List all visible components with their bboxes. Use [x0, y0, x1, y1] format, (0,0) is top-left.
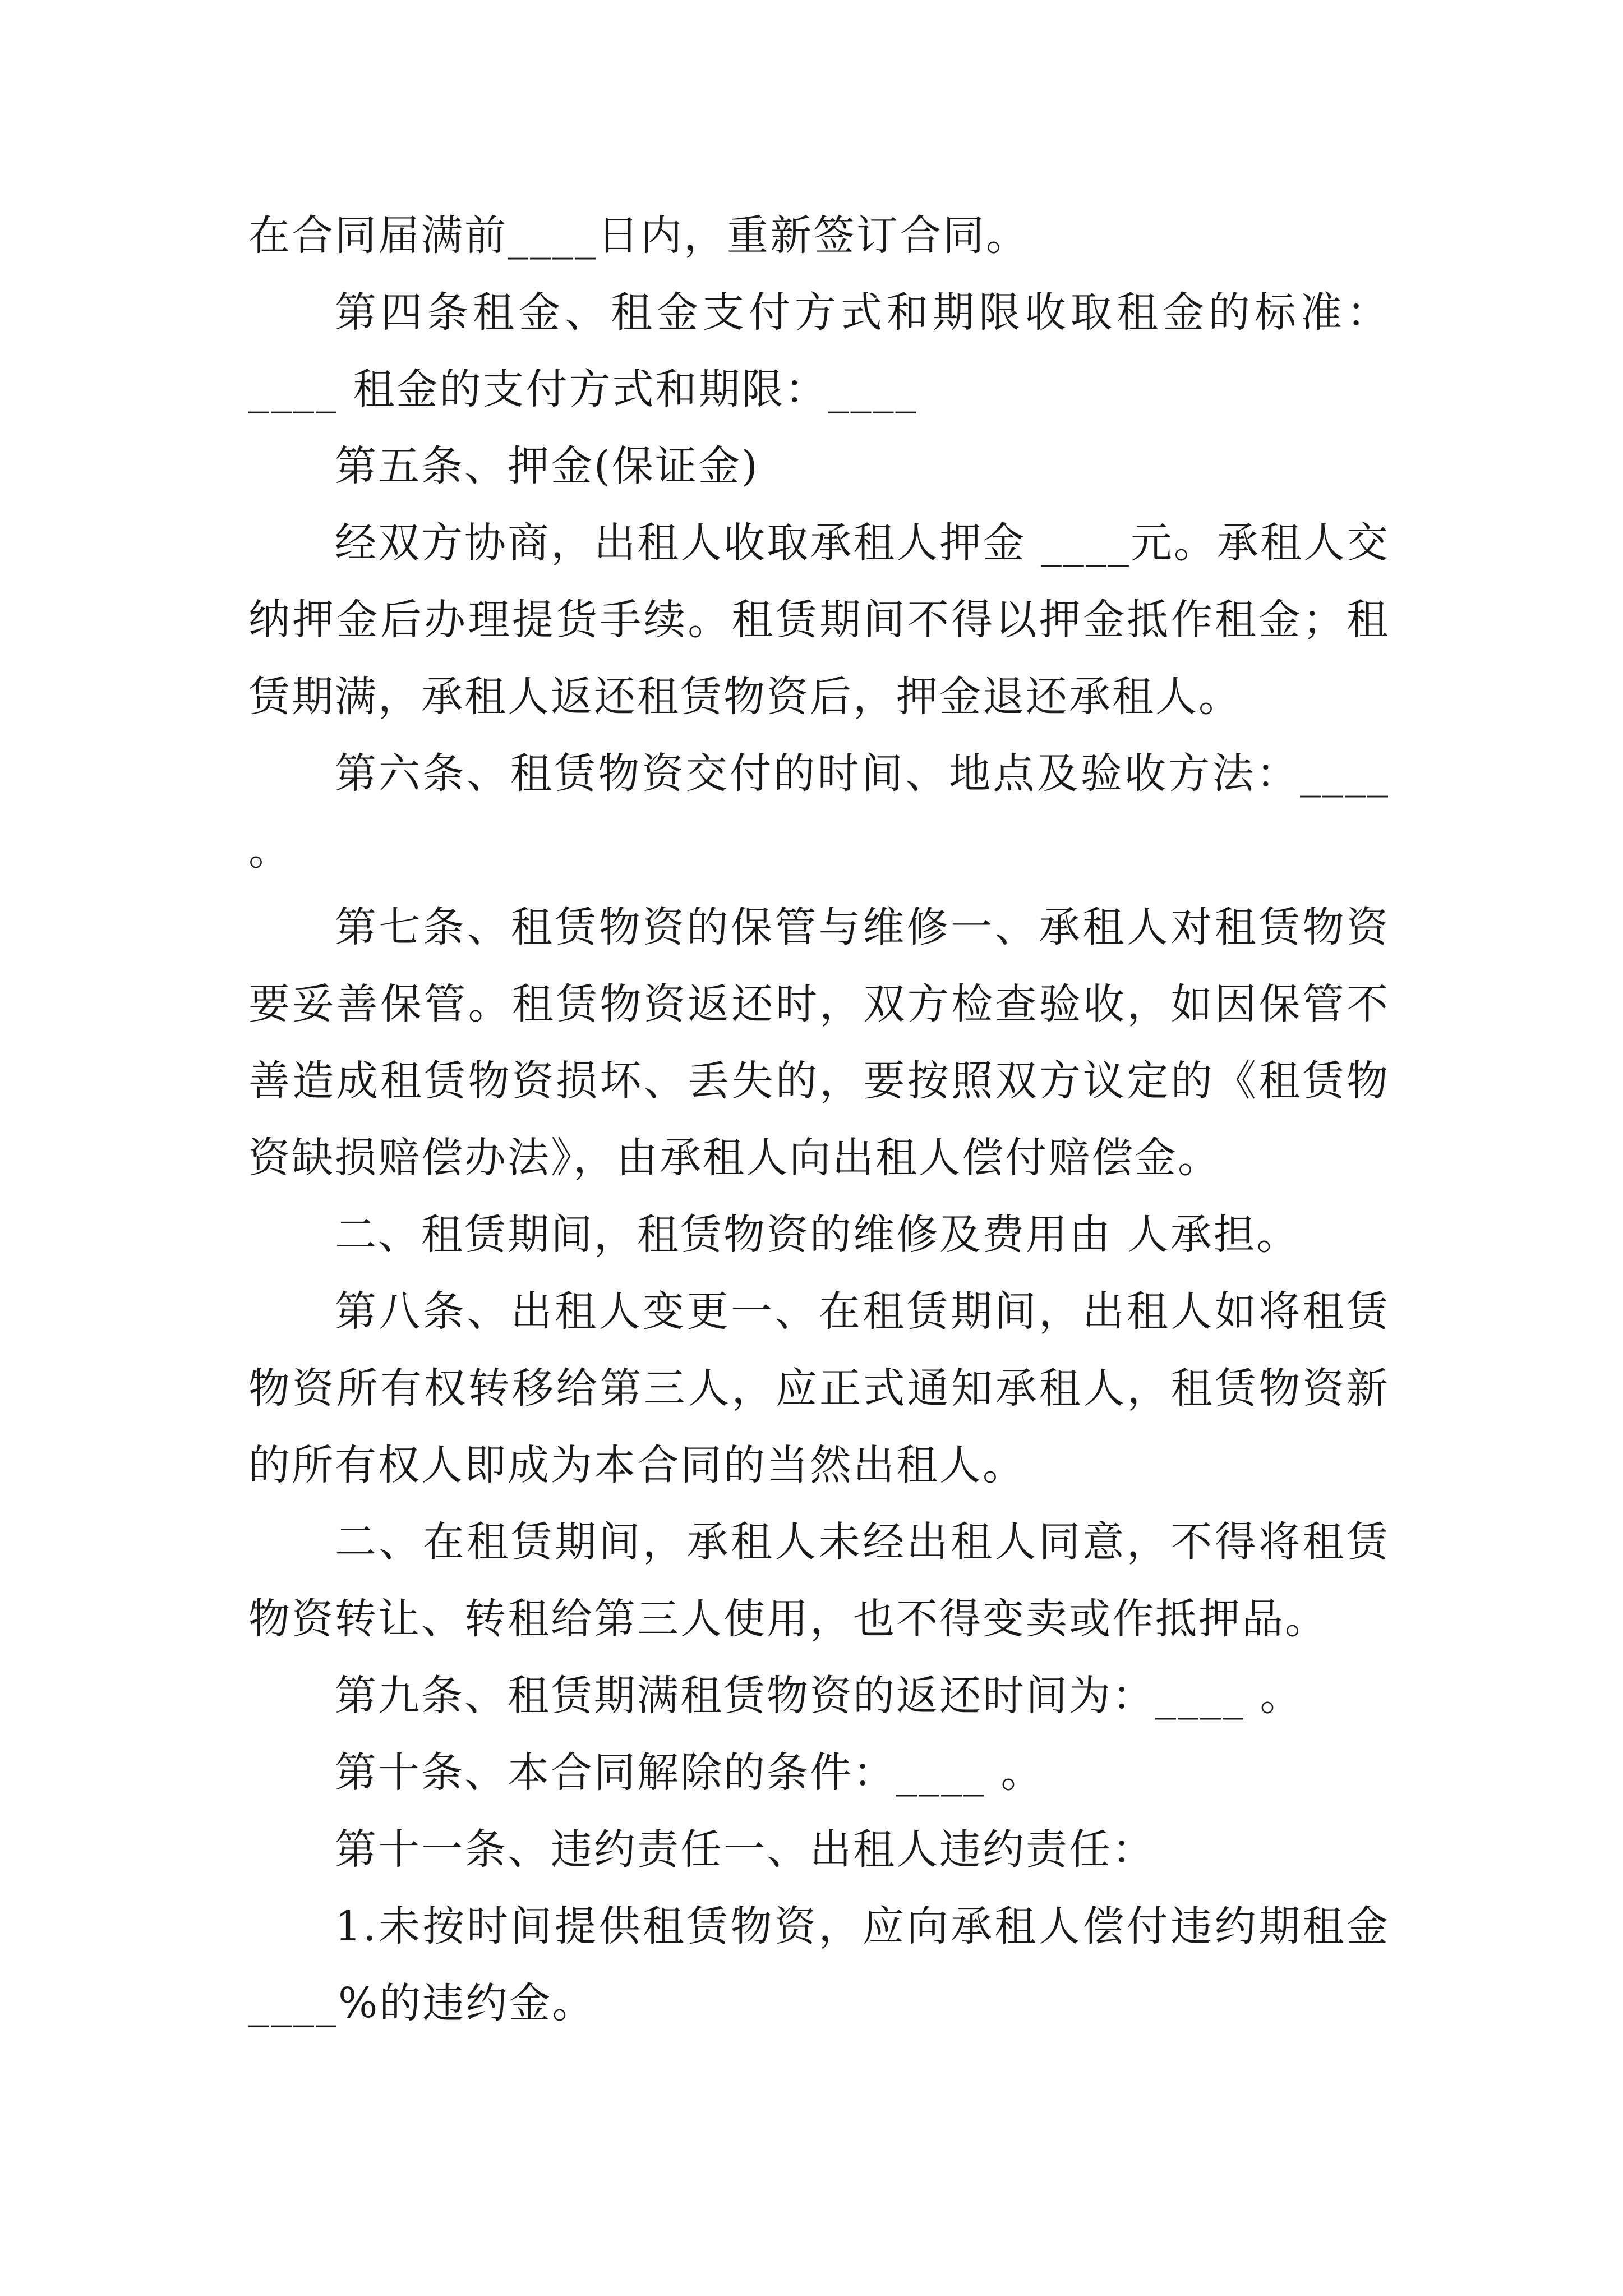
paragraph-article-9: 第九条、租赁期满租赁物资的返还时间为：____ 。 — [335, 1672, 1303, 1720]
paragraph-article-8-item-2: 二、在租赁期间，承租人未经出租人同意，不得将租赁物资转让、转租给第三人使用，也不得变卖或作抵押品。 — [248, 1518, 1390, 1643]
document-body — [248, 197, 1390, 2042]
paragraph-article-10: 第十条、本合同解除的条件：____ 。 — [335, 1749, 1044, 1797]
paragraph-article-4: 第四条租金、租金支付方式和期限收取租金的标准：____ 租金的支付方式和期限：____ — [248, 288, 1390, 413]
paragraph-renewal: 在合同届满前____日内，重新签订合同。 — [248, 211, 1029, 260]
paragraph-article-7: 第七条、租赁物资的保管与维修一、承租人对租赁物资要妥善保管。租赁物资返还时，双方检查验收，如因保管不善造成租赁物资损坏、丢失的，要按照双方议定的《租赁物资缺损赔偿办法》，由承租人向出租人偿付赔偿金。 — [248, 903, 1390, 1182]
paragraph-article-7-item-2: 二、租赁期间，租赁物资的维修及费用由 人承担。 — [335, 1211, 1300, 1259]
paragraph-article-5-body: 经双方协商，出租人收取承租人押金 ____元。承租人交纳押金后办理提货手续。租赁期间不得以押金抵作租金；租赁期满，承租人返还租赁物资后，押金退还承租人。 — [248, 519, 1390, 721]
paragraph-article-11-item-1: 1.未按时间提供租赁物资，应向承租人偿付违约期租金____%的违约金。 — [248, 1902, 1390, 2027]
paragraph-article-8: 第八条、出租人变更一、在租赁期间，出租人如将租赁物资所有权转移给第三人，应正式通知承租人，租赁物资新的所有权人即成为本合同的当然出租人。 — [248, 1287, 1390, 1489]
paragraph-article-5-heading: 第五条、押金(保证金) — [335, 442, 759, 490]
paragraph-article-6: 第六条、租赁物资交付的时间、地点及验收方法：____ 。 — [248, 749, 1390, 875]
paragraph-article-11: 第十一条、违约责任一、出租人违约责任： — [335, 1825, 1155, 1874]
